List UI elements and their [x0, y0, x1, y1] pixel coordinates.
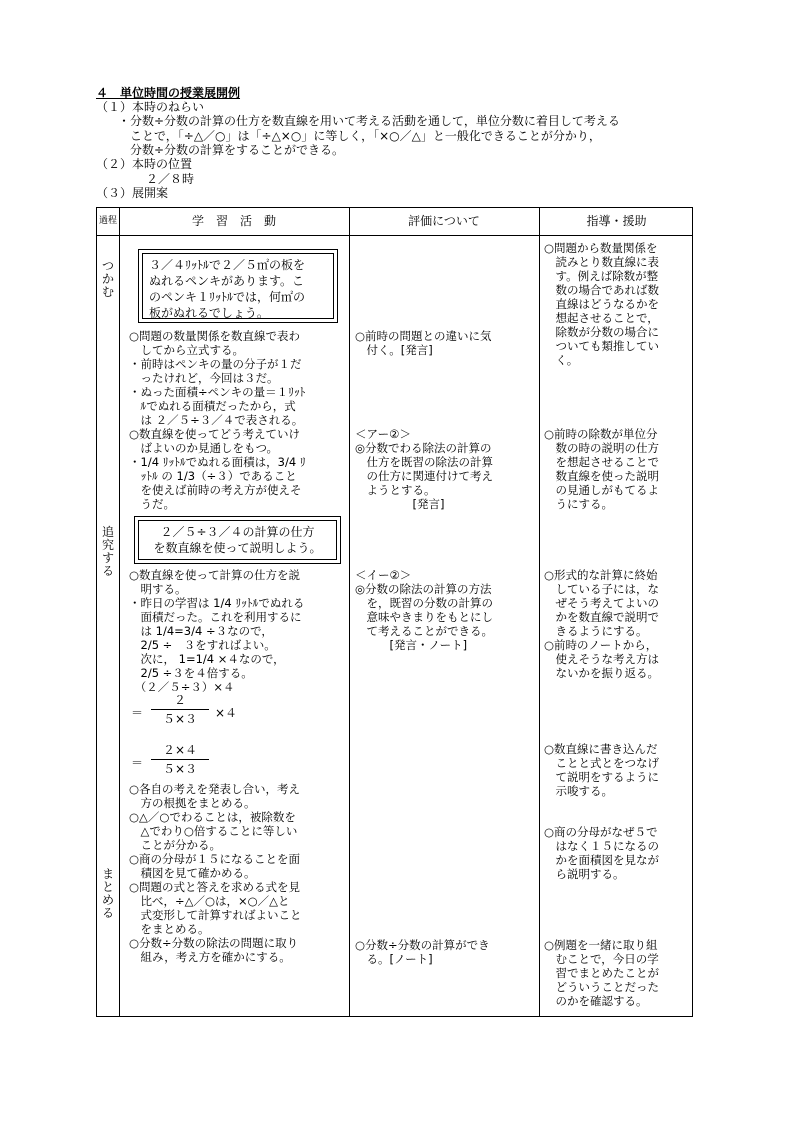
guidance-2: ○前時の除数が単位分 数の時の説明の仕方 を想起させることで 数直線を使った説明 の見通しがもてるよ うにする。 [544, 427, 659, 511]
header-evaluation: 評価について [408, 214, 480, 228]
evaluation-2: ＜アー②＞ ◎分数でわる除法の計算の 仕方を既習の除法の計算 の仕方に関連付けて考え ようとする。 [発言] [355, 427, 493, 511]
position-label: （２）本時の位置 [96, 157, 193, 171]
activity-block-1: ○問題の数量関係を数直線で表わ してから立式する。 ・前時はペンキの量の分子が１だ ったけれど，今回は３だ。 ・ぬった面積÷ペンキの量＝１ﾘｯﾄ ﾙでぬれる面積だったから，式 は ２／５÷３／４で表される。 ○数直線を使ってどう考えていけ ばよいのか見通しをもつ。 ・1/4 ﾘｯﾄﾙでぬれる面積は，3/4 ﾘ ｯﾄﾙ の 1/3（÷３）であること を使えば前時の考え方が使えそ うだ。 [129, 329, 306, 511]
formula-2-numerator: ２×４ [162, 743, 198, 757]
header-guidance: 指導・援助 [586, 214, 647, 228]
aim-line-1: ・分数÷分数の計算の仕方を数直線を用いて考える活動を通して，単位分数に着目して考える [118, 114, 620, 128]
guidance-6: ○例題を一緒に取り組 むことで，今日の学 習でまとめたことが どういうことだった のかを確認する。 [544, 938, 659, 1008]
formula-1-fraction [151, 693, 209, 726]
formula-1-equals: ＝ [131, 706, 144, 720]
formula-2-denominator: ５×３ [162, 762, 198, 777]
header-activity: 学 習 活 動 [191, 214, 276, 228]
aim-label: （１）本時のねらい [96, 100, 205, 114]
formula-1-tail: ×４ [215, 706, 238, 720]
column-divider [349, 208, 350, 1016]
aim-line-3: 分数÷分数の計算をすることができる。 [130, 143, 345, 157]
section-title: ４ 単位時間の授業展開例 [96, 86, 241, 100]
problem-box [138, 249, 338, 323]
fraction-bar [151, 759, 209, 760]
problem-line: ３／４ﾘｯﾄﾙで２／５㎡の板を [149, 258, 306, 272]
formula-2-equals: ＝ [131, 756, 144, 770]
aim-line-2: ことで，「÷△／○」は「÷△×○」に等しく，「×○／△」と一般化できることが分かり， [130, 129, 601, 143]
fraction-bar [151, 709, 209, 710]
formula-2-fraction [151, 743, 209, 776]
header-divider [97, 235, 692, 236]
plan-label: （３）展開案 [96, 186, 169, 200]
lesson-plan-table [96, 207, 693, 1017]
problem-line: のペンキ１ﾘｯﾄﾙでは，何㎡の [149, 290, 306, 304]
guidance-5: ○商の分母がなぜ５で はなく１５になるの かを面積図を見なが ら説明する。 [544, 825, 659, 881]
formula-1-denominator: ５×３ [162, 712, 198, 727]
evaluation-4: ○分数÷分数の計算ができ る。[ノート] [355, 938, 490, 966]
column-divider [539, 208, 540, 1016]
stage-grasp: つ か む [101, 259, 114, 299]
stage-pursue: 追 究 す る [101, 525, 114, 578]
guidance-1: ○問題から数量関係を 読みとり数直線に表 す。例えば除数が整 数の場合であれば数 直線はどうなるかを 想起させることで， 除数が分数の場合に ついても類推してい く。 [544, 241, 659, 367]
evaluation-3: ＜イー②＞ ◎分数の除法の計算の方法 を，既習の分数の計算の 意味やきまりをもとにし て考えることができる。 [発言・ノート] [355, 568, 493, 652]
formula-1-numerator: ２ [173, 693, 186, 707]
position-value: ２／８時 [146, 172, 195, 186]
header-stage: 過程 [98, 216, 117, 226]
task-line: を数直線を使って説明しよう。 [153, 541, 322, 555]
guidance-3: ○形式的な計算に終始 している子には，な ぜそう考えてよいの かを数直線で説明で きるようにする。 ○前時のノートから， 使えそうな考え方は ないかを振り返る。 [544, 568, 659, 680]
column-divider [119, 208, 120, 1016]
stage-summarize: ま と め る [101, 867, 114, 920]
task-line: ２／５÷３／４の計算の仕方 [160, 525, 315, 539]
evaluation-1: ○前時の問題との違いに気 付く。[発言] [355, 329, 492, 357]
problem-line: ぬれるペンキがあります。こ [149, 274, 305, 288]
guidance-4: ○数直線に書き込んだ ことと式とをつなげ て説明をするように 示唆する。 [544, 742, 659, 798]
activity-block-3: ○各自の考えを発表し合い，考え 方の根拠をまとめる。 ○△／○でわることは，被除数を △でわり○倍することに等しい ことが分かる。 ○商の分母が１５になることを面 積図を見て確かめる。 ○問題の式と答えを求める式を見 比べ，÷△／○は，×○／△と 式変形して計算すればよいこと をまとめる。 ○分数÷分数の除法の問題に取り 組み，考え方を確かにする。 [129, 782, 302, 964]
problem-line: 板がぬれるでしょう。 [149, 306, 269, 320]
task-box [134, 516, 341, 564]
activity-block-2: ○数直線を使って計算の仕方を説 明する。 ・昨日の学習は 1/4 ﾘｯﾄﾙでぬれる 面積だった。これを利用するに は 1/4=3/4 ÷３なので， 2/5 ÷ ３をすればよい。 次に， 1=1/4 ×４なので， 2/5 ÷３を４倍する。 （２／５÷３）×４ [129, 568, 305, 694]
